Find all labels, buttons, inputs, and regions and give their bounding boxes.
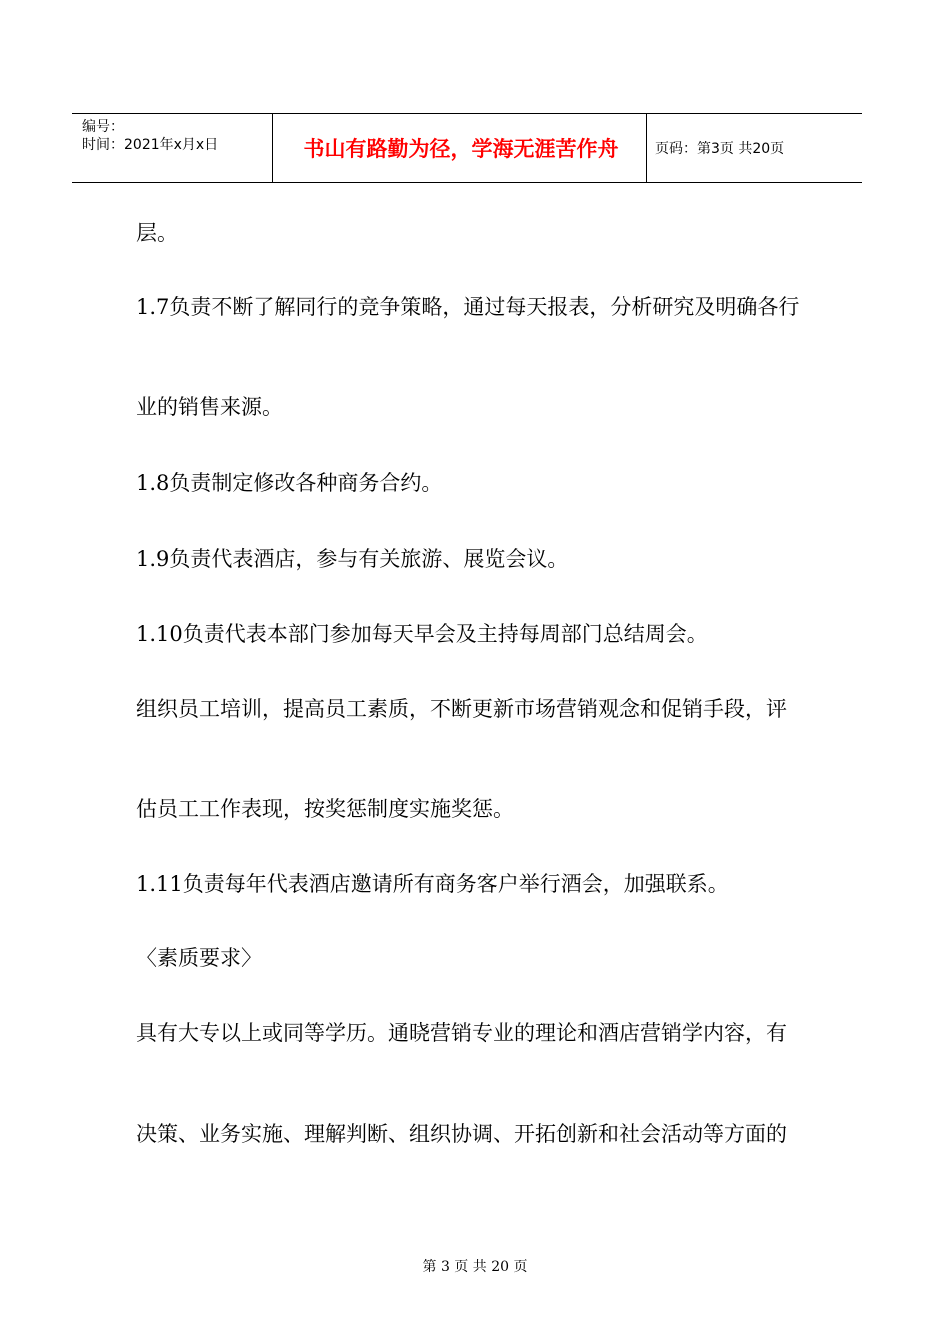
document-time-label: 时间：2021年x月x日: [82, 137, 219, 153]
body-line-12: 决策、业务实施、理解判断、组织协调、开拓创新和社会活动等方面的: [136, 1122, 787, 1146]
header-motto: 书山有路勤为径，学海无涯苦作舟: [303, 137, 619, 161]
body-line-11: 具有大专以上或同等学历。通晓营销专业的理论和酒店营销学内容，有: [136, 1021, 787, 1045]
body-line-9: 1.11负责每年代表酒店邀请所有商务客户举行酒会，加强联系。: [136, 872, 729, 896]
body-line-4: 1.8负责制定修改各种商务合约。: [136, 471, 443, 495]
header-page-info: 页码：第3页 共20页: [655, 141, 785, 157]
document-header: [72, 113, 862, 183]
header-divider-right: [646, 114, 647, 182]
header-meta: [82, 118, 218, 154]
body-line-2: 1.7负责不断了解同行的竞争策略，通过每天报表，分析研究及明确各行: [136, 295, 800, 319]
body-line-3: 业的销售来源。: [136, 395, 283, 419]
body-line-8: 估员工工作表现，按奖惩制度实施奖惩。: [136, 797, 514, 821]
page-footer: 第 3 页 共 20 页: [422, 1259, 528, 1275]
body-line-5: 1.9负责代表酒店，参与有关旅游、展览会议。: [136, 547, 569, 571]
body-line-6: 1.10负责代表本部门参加每天早会及主持每周部门总结周会。: [136, 622, 708, 646]
body-line-7: 组织员工培训，提高员工素质，不断更新市场营销观念和促销手段，评: [136, 697, 787, 721]
header-divider-left: [272, 114, 273, 182]
document-number-label: 编号：: [82, 119, 124, 135]
body-line-1: 层。: [136, 221, 178, 245]
body-line-10: 〈素质要求〉: [136, 946, 262, 970]
